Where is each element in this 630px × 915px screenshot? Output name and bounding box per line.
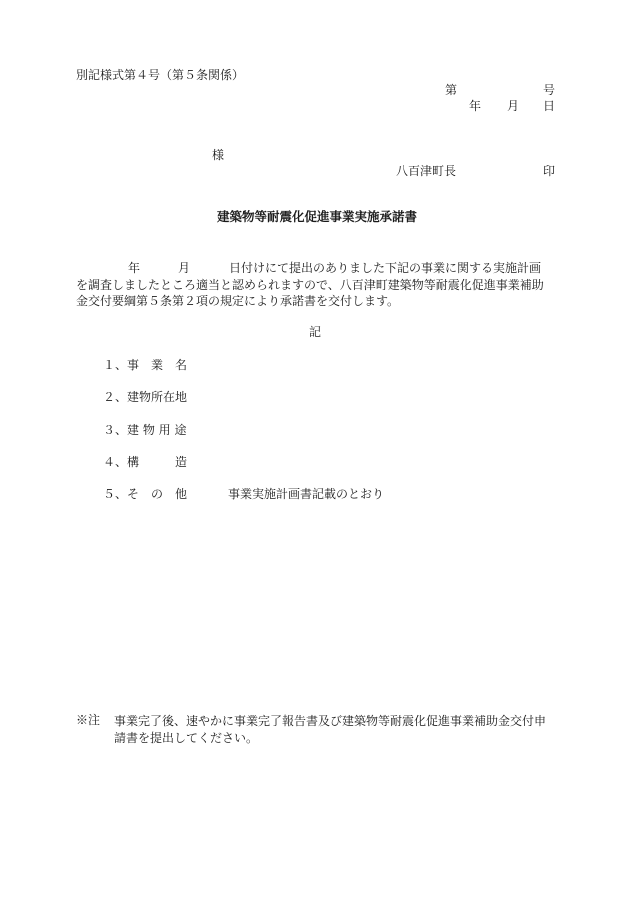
- date-month: 月: [507, 99, 520, 113]
- item-label: ２、建物所在地: [103, 390, 188, 404]
- issuer-name: 八百津町長: [396, 164, 457, 178]
- body-year: 年: [128, 261, 141, 275]
- item-label: １、事 業 名: [103, 358, 188, 372]
- note-line2: 請書を提出してください。: [114, 731, 259, 745]
- body-line3: 金交付要綱第５条第２項の規定により承諾書を交付します。: [76, 294, 400, 308]
- doc-number-suffix: 号: [543, 83, 556, 97]
- body-line2: を調査しましたところ適当と認められますので、八百津町建築物等耐震化促進事業補助: [76, 278, 544, 292]
- note-mark: ※注: [76, 713, 101, 727]
- form-label: 別記様式第４号（第５条関係）: [76, 68, 245, 82]
- body-line1-rest: 日付けにて提出のありました下記の事業に関する実施計画: [229, 261, 542, 275]
- item-label: ３、建 物 用 途: [103, 423, 187, 437]
- body-paragraph: [76, 277, 560, 309]
- note-line1: 事業完了後、速やかに事業完了報告書及び建築物等耐震化促進事業補助金交付申: [114, 714, 547, 728]
- doc-number-prefix: 第: [445, 83, 458, 97]
- item-label: ５、そ の 他: [103, 487, 188, 501]
- body-month: 月: [178, 261, 191, 275]
- date-day: 日: [543, 99, 556, 113]
- item-value: 事業実施計画書記載のとおり: [228, 487, 385, 501]
- note-text: [114, 713, 564, 747]
- date-year: 年: [469, 99, 482, 113]
- seal-mark: 印: [543, 164, 556, 178]
- addressee-suffix: 様: [212, 148, 225, 162]
- document-title: 建築物等耐震化促進事業実施承諾書: [217, 209, 418, 224]
- ki-heading: 記: [309, 325, 322, 339]
- item-label: ４、構 造: [103, 455, 188, 469]
